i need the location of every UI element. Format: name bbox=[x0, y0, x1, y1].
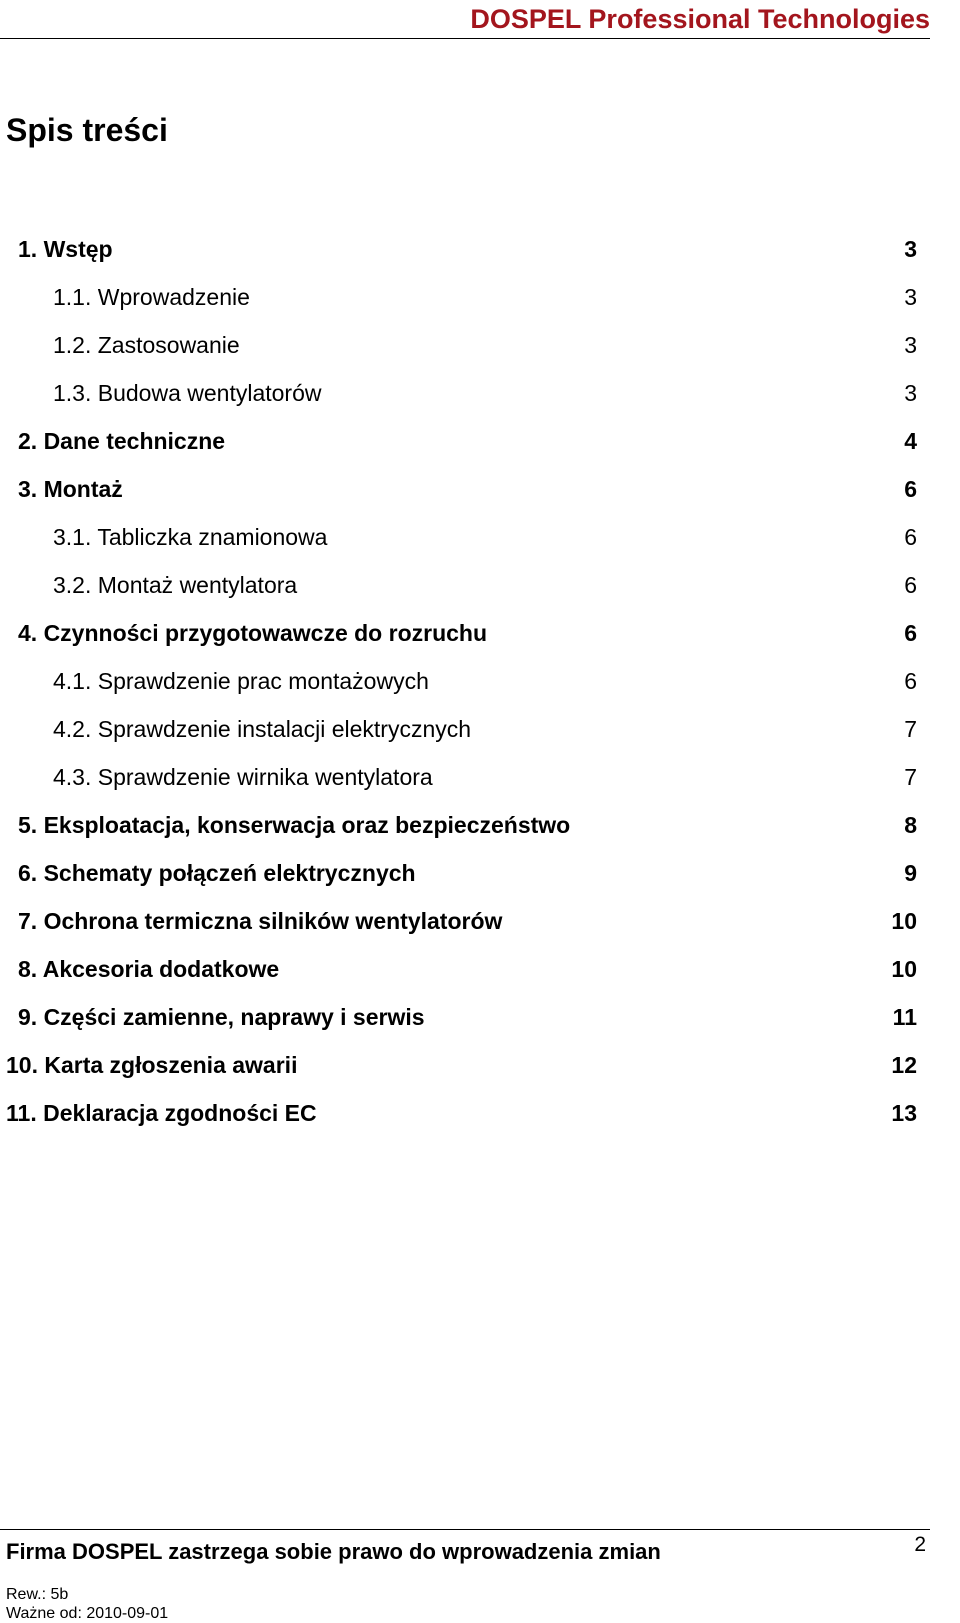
toc-entry[interactable] bbox=[0, 225, 960, 273]
toc-entry-title: 6. Schematy połączeń elektrycznych bbox=[18, 860, 416, 886]
toc-entry-page: 6 bbox=[904, 476, 917, 502]
toc-entry-page: 3 bbox=[904, 236, 917, 262]
page-header bbox=[0, 0, 930, 39]
toc-entry-page: 13 bbox=[891, 1100, 917, 1126]
footer-notice: Firma DOSPEL zastrzega sobie prawo do wprowadzenia zmian bbox=[6, 1539, 661, 1564]
toc-entry-page: 4 bbox=[904, 428, 917, 454]
toc-entry[interactable] bbox=[0, 369, 960, 417]
toc-entry-page: 6 bbox=[904, 620, 917, 646]
toc-entry[interactable] bbox=[0, 849, 960, 897]
toc-entry-title: 5. Eksploatacja, konserwacja oraz bezpieczeństwo bbox=[18, 812, 571, 838]
page-footer bbox=[0, 1529, 930, 1622]
company-header-title: DOSPEL Professional Technologies bbox=[470, 4, 930, 34]
toc-entry-title: 4.3. Sprawdzenie wirnika wentylatora bbox=[53, 764, 433, 790]
toc-entry-page: 6 bbox=[904, 668, 917, 694]
toc-entry-title: 8. Akcesoria dodatkowe bbox=[18, 956, 280, 982]
toc-entry[interactable] bbox=[0, 561, 960, 609]
toc-entry[interactable] bbox=[0, 417, 960, 465]
toc-entry[interactable] bbox=[0, 801, 960, 849]
toc-entry[interactable] bbox=[0, 465, 960, 513]
toc-entry-page: 3 bbox=[904, 380, 917, 406]
toc-entry-title: 2. Dane techniczne bbox=[18, 428, 226, 454]
toc-entry[interactable] bbox=[0, 945, 960, 993]
toc-entry-page: 7 bbox=[904, 764, 917, 790]
toc-entry-title: 1. Wstęp bbox=[18, 236, 113, 262]
page-title: Spis treści bbox=[6, 112, 168, 148]
toc-entry-page: 11 bbox=[892, 1004, 917, 1030]
toc-entry-page: 6 bbox=[904, 524, 917, 550]
toc-entry[interactable] bbox=[0, 609, 960, 657]
toc-entry-title: 10. Karta zgłoszenia awarii bbox=[6, 1052, 298, 1078]
toc-entry[interactable] bbox=[0, 321, 960, 369]
toc-entry-title: 1.2. Zastosowanie bbox=[53, 332, 240, 358]
toc-entry-page: 10 bbox=[891, 956, 917, 982]
toc-entry[interactable] bbox=[0, 273, 960, 321]
toc-entry-title: 1.1. Wprowadzenie bbox=[53, 284, 250, 310]
toc-entry[interactable] bbox=[0, 705, 960, 753]
toc-entry[interactable] bbox=[0, 897, 960, 945]
toc-entry[interactable] bbox=[0, 753, 960, 801]
valid-from-label: Ważne od: 2010-09-01 bbox=[6, 1605, 169, 1622]
toc-entry-page: 7 bbox=[904, 716, 917, 742]
toc-entry-page: 3 bbox=[904, 284, 917, 310]
toc-entry-title: 9. Części zamienne, naprawy i serwis bbox=[18, 1004, 425, 1030]
toc-entry-title: 4.1. Sprawdzenie prac montażowych bbox=[53, 668, 429, 694]
toc-entry-page: 12 bbox=[891, 1052, 917, 1078]
toc-entry[interactable] bbox=[0, 993, 960, 1041]
toc-entry-title: 1.3. Budowa wentylatorów bbox=[53, 380, 322, 406]
toc-entry-title: 4.2. Sprawdzenie instalacji elektrycznych bbox=[53, 716, 472, 742]
table-of-contents bbox=[0, 225, 960, 1137]
toc-entry-page: 8 bbox=[904, 812, 917, 838]
toc-entry-title: 3.2. Montaż wentylatora bbox=[53, 572, 298, 598]
toc-entry-page: 6 bbox=[904, 572, 917, 598]
toc-entry[interactable] bbox=[0, 657, 960, 705]
revision-label: Rew.: 5b bbox=[6, 1586, 69, 1603]
toc-entry[interactable] bbox=[0, 1089, 960, 1137]
page-number: 2 bbox=[914, 1533, 926, 1556]
toc-entry-title: 4. Czynności przygotowawcze do rozruchu bbox=[18, 620, 488, 646]
toc-entry[interactable] bbox=[0, 1041, 960, 1089]
toc-entry-title: 7. Ochrona termiczna silników wentylatorów bbox=[18, 908, 503, 934]
toc-entry-title: 3. Montaż bbox=[18, 476, 123, 502]
toc-entry[interactable] bbox=[0, 513, 960, 561]
toc-entry-page: 3 bbox=[904, 332, 917, 358]
toc-entry-title: 11. Deklaracja zgodności EC bbox=[6, 1100, 317, 1126]
toc-entry-title: 3.1. Tabliczka znamionowa bbox=[53, 524, 328, 550]
toc-entry-page: 10 bbox=[891, 908, 917, 934]
toc-entry-page: 9 bbox=[904, 860, 917, 886]
